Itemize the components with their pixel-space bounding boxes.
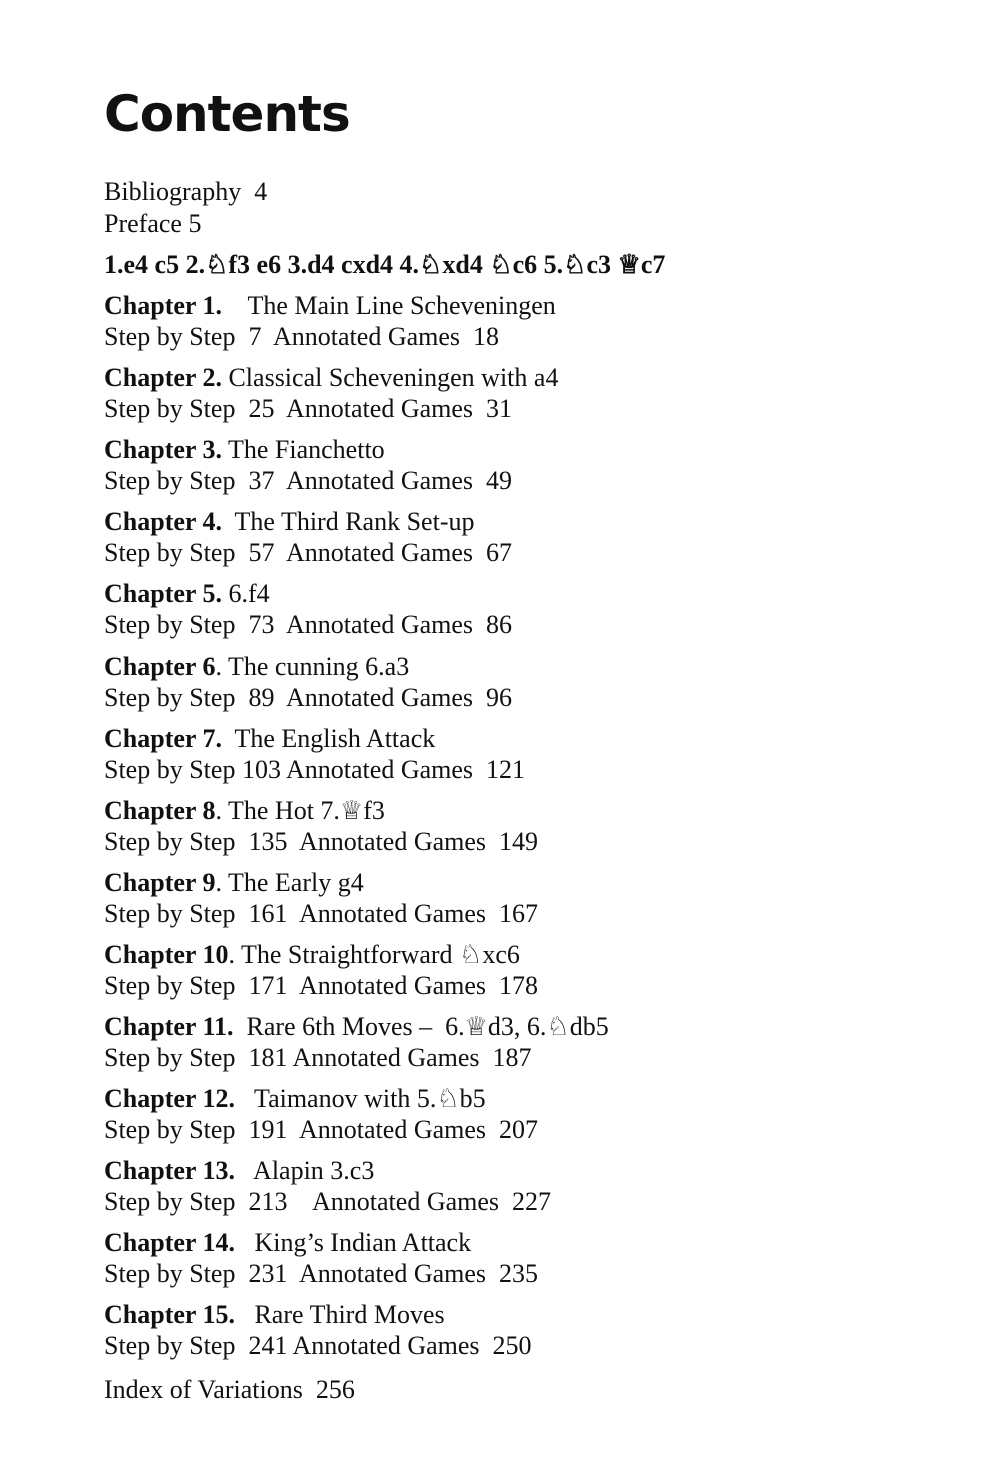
- chapter-separator: [235, 1300, 255, 1329]
- chapter-13-pages: Step by Step 213 Annotated Games 227: [104, 1187, 552, 1216]
- toc-entry-page: 4: [254, 177, 268, 206]
- chapter-4-pages: Step by Step 57 Annotated Games 67: [104, 538, 513, 567]
- chapter-title: The English Attack: [234, 724, 436, 753]
- chapter-separator: [234, 1012, 247, 1041]
- chapter-1-heading[interactable]: [104, 290, 556, 322]
- toc-entry-bibliography[interactable]: [104, 176, 267, 208]
- chapter-13-heading[interactable]: [104, 1155, 374, 1187]
- chapter-separator: [222, 724, 235, 753]
- chapter-6-heading[interactable]: [104, 651, 409, 683]
- chapter-14-pages: Step by Step 231 Annotated Games 235: [104, 1259, 539, 1288]
- toc-entry-preface[interactable]: [104, 208, 201, 240]
- chapter-title: 6.f4: [228, 579, 270, 608]
- chapter-title: Rare 6th Moves – 6.♕d3, 6.♘db5: [246, 1012, 609, 1041]
- chapter-label: Chapter 13.: [104, 1156, 235, 1185]
- chapter-separator: .: [215, 796, 228, 825]
- chapter-title: Alapin 3.c3: [253, 1156, 375, 1185]
- chapter-label: Chapter 8: [104, 796, 216, 825]
- chapter-9-pages: Step by Step 161 Annotated Games 167: [104, 899, 539, 928]
- toc-entry-label: Bibliography: [104, 177, 242, 206]
- chapter-title: The Straightforward ♘xc6: [241, 940, 520, 969]
- chapter-14-heading[interactable]: [104, 1227, 471, 1259]
- chapter-title: King’s Indian Attack: [254, 1228, 472, 1257]
- chapter-5-pages: Step by Step 73 Annotated Games 86: [104, 610, 513, 639]
- chapter-title: The Hot 7.♕f3: [228, 796, 385, 825]
- chapter-title: The Main Line Scheveningen: [247, 291, 556, 320]
- chapter-1-pages: Step by Step 7 Annotated Games 18: [104, 322, 500, 351]
- chapter-10-heading[interactable]: [104, 939, 520, 971]
- chapter-separator: [235, 1156, 253, 1185]
- chapter-10-pages: Step by Step 171 Annotated Games 178: [104, 971, 539, 1000]
- chapter-2-heading[interactable]: [104, 362, 558, 394]
- chapter-label: Chapter 14.: [104, 1228, 235, 1257]
- chapter-8-heading[interactable]: [104, 795, 385, 827]
- chapter-separator: .: [215, 652, 228, 681]
- chapter-title: The Third Rank Set-up: [234, 507, 475, 536]
- toc-entry-index[interactable]: [104, 1374, 355, 1406]
- toc-entry-label: Preface: [104, 209, 182, 238]
- chapter-separator: [222, 507, 235, 536]
- chapter-label: Chapter 3.: [104, 435, 222, 464]
- chapter-separator: .: [228, 940, 241, 969]
- chapter-7-pages: Step by Step 103 Annotated Games 121: [104, 755, 526, 784]
- chapter-label: Chapter 11.: [104, 1012, 234, 1041]
- chapter-title: Taimanov with 5.♘b5: [254, 1084, 486, 1113]
- chapter-11-pages: Step by Step 181 Annotated Games 187: [104, 1043, 532, 1072]
- chapter-title: The Fianchetto: [228, 435, 385, 464]
- chapter-separator: [235, 1228, 255, 1257]
- chapter-separator: [235, 1084, 254, 1113]
- chapter-12-heading[interactable]: [104, 1083, 486, 1115]
- chapter-label: Chapter 1.: [104, 291, 222, 320]
- chapter-3-pages: Step by Step 37 Annotated Games 49: [104, 466, 513, 495]
- chapter-label: Chapter 7.: [104, 724, 222, 753]
- chapter-15-pages: Step by Step 241 Annotated Games 250: [104, 1331, 532, 1360]
- page-title: Contents: [104, 85, 350, 143]
- toc-entry-label: Index of Variations: [104, 1375, 303, 1404]
- chapter-label: Chapter 4.: [104, 507, 222, 536]
- opening-line-heading: 1.e4 c5 2.♘f3 e6 3.d4 cxd4 4.♘xd4 ♘c6 5.♘c3 ♕c7: [104, 250, 666, 279]
- chapter-label: Chapter 2.: [104, 363, 222, 392]
- chapter-label: Chapter 9: [104, 868, 216, 897]
- toc-entry-page: 5: [188, 209, 202, 238]
- chapter-label: Chapter 15.: [104, 1300, 235, 1329]
- chapter-12-pages: Step by Step 191 Annotated Games 207: [104, 1115, 539, 1144]
- chapter-7-heading[interactable]: [104, 723, 435, 755]
- chapter-2-pages: Step by Step 25 Annotated Games 31: [104, 394, 513, 423]
- chapter-6-pages: Step by Step 89 Annotated Games 96: [104, 683, 513, 712]
- chapter-9-heading[interactable]: [104, 867, 364, 899]
- chapter-8-pages: Step by Step 135 Annotated Games 149: [104, 827, 539, 856]
- chapter-4-heading[interactable]: [104, 506, 474, 538]
- chapter-label: Chapter 5.: [104, 579, 222, 608]
- chapter-3-heading[interactable]: [104, 434, 385, 466]
- chapter-11-heading[interactable]: [104, 1011, 609, 1043]
- chapter-title: The Early g4: [228, 868, 364, 897]
- chapter-label: Chapter 10: [104, 940, 229, 969]
- chapter-title: The cunning 6.a3: [228, 652, 410, 681]
- chapter-separator: .: [215, 868, 228, 897]
- chapter-title: Classical Scheveningen with a4: [228, 363, 559, 392]
- toc-entry-page: 256: [315, 1375, 355, 1404]
- chapter-title: Rare Third Moves: [254, 1300, 445, 1329]
- chapter-label: Chapter 12.: [104, 1084, 235, 1113]
- chapter-label: Chapter 6: [104, 652, 216, 681]
- chapter-15-heading[interactable]: [104, 1299, 445, 1331]
- chapter-5-heading[interactable]: [104, 578, 270, 610]
- chapter-separator: [222, 291, 248, 320]
